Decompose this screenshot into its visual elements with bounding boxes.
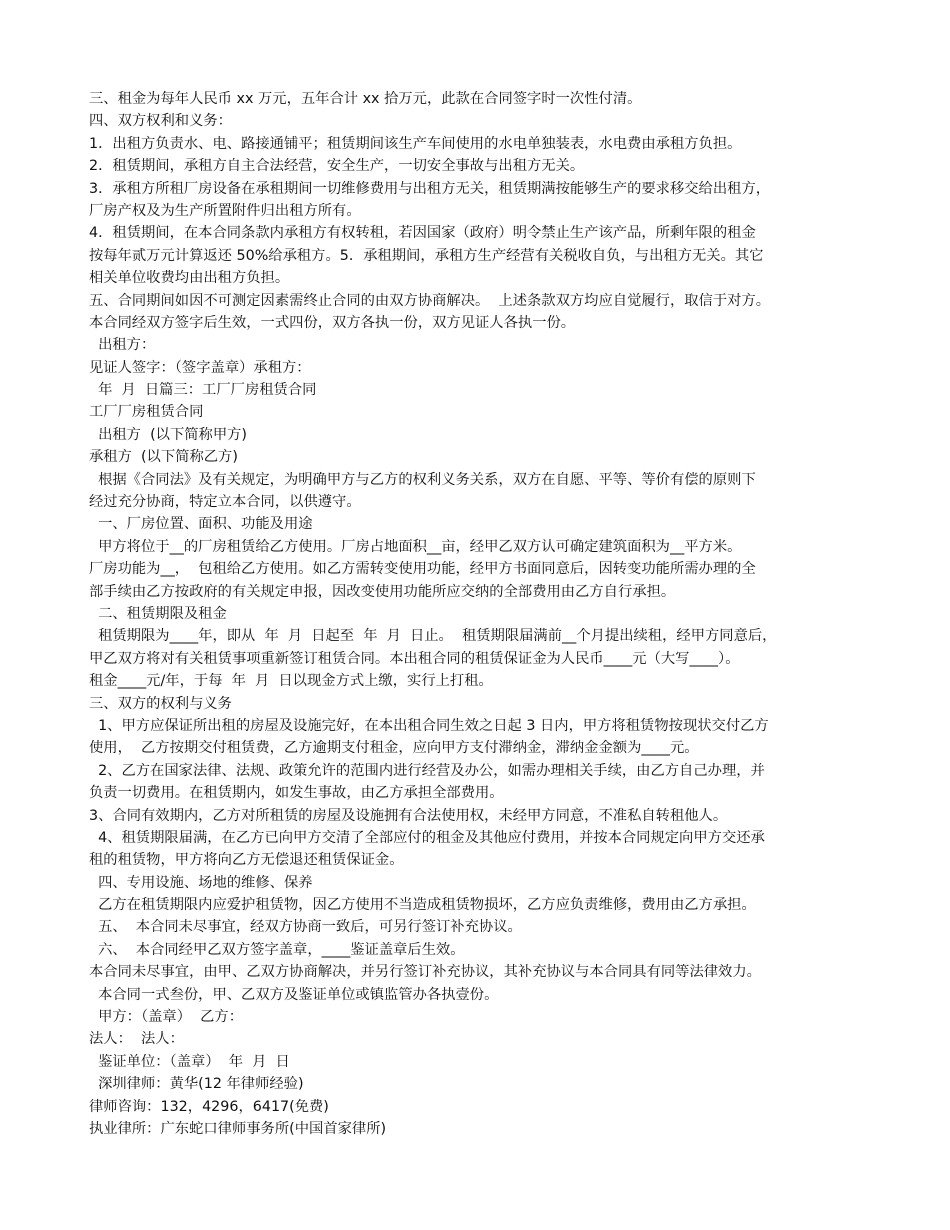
text-line: 4．租赁期间，在本合同条款内承租方有权转租，若因国家（政府）明令禁止生产该产品，所剩年限的租金: [89, 225, 756, 242]
text-line: 经过充分协商，特定立本合同，以供遵守。: [89, 494, 361, 511]
section-heading: 一、厂房位置、面积、功能及用途: [89, 516, 313, 533]
text-line: 负责一切费用。在租赁期内，如发生事故，由乙方承担全部费用。: [89, 785, 504, 802]
text-line: 本合同经双方签字后生效，一式四份，双方各执一份，双方见证人各执一份。: [89, 314, 576, 331]
text-line: 三、租金为每年人民币 xx 万元，五年合计 xx 拾万元，此款在合同签字时一次性付清。: [89, 91, 642, 107]
signature-line: 见证人签字：（签字盖章）承租方：: [89, 359, 311, 376]
text-line: 本合同一式叁份，甲、乙双方及鉴证单位或镇监管办各执壹份。: [89, 986, 499, 1003]
section-heading: 四、双方权利和义务：: [89, 113, 232, 130]
text-line: 六、 本合同经甲乙双方签字盖章，____鉴证盖章后生效。: [89, 941, 465, 958]
party-line: 承租方 (以下简称乙方): [89, 449, 238, 466]
text-line: 2、乙方在国家法律、法规、政策允许的范围内进行经营及办公，如需办理相关手续，由乙方自己办理，并: [89, 762, 765, 779]
text-line: 乙方在租赁期限内应爱护租赁物，因乙方使用不当造成租赁物损坏，乙方应负责维修，费用由乙方承担。: [89, 897, 756, 914]
text-line: 五、合同期间如因不可测定因素需终止合同的由双方协商解决。 上述条款双方均应自觉履行，取信于对方。: [89, 292, 771, 309]
document-body: [89, 88, 879, 1140]
text-line: 厂房功能为__， 包租给乙方使用。如乙方需转变使用功能，经甲方书面同意后，因转变功能所需办理的全: [89, 561, 756, 578]
section-heading: 二、租赁期限及租金: [89, 605, 227, 622]
signature-line: 甲方：（盖章） 乙方：: [89, 1009, 243, 1026]
signature-line: 法人： 法人：: [89, 1031, 184, 1048]
text-line: 3、合同有效期内，乙方对所租赁的房屋及设施拥有合法使用权，未经甲方同意，不准私自转租他人。: [89, 807, 728, 824]
text-line: 3．承租方所租厂房设备在承租期间一切维修费用与出租方无关，租赁期满按能够生产的要求移交给出租方，: [89, 180, 771, 197]
signature-line: 出租方：: [89, 337, 156, 354]
party-line: 出租方 (以下简称甲方): [89, 426, 248, 443]
text-line: 1、甲方应保证所出租的房屋及设施完好，在本出租合同生效之日起 3 日内，甲方将租赁物按现状交付乙方: [89, 717, 769, 734]
text-line: 相关单位收费均由出租方负担。: [89, 270, 290, 287]
text-line: 2．租赁期间，承租方自主合法经营，安全生产，一切安全事故与出租方无关。: [89, 158, 585, 175]
signature-line: 鉴证单位：（盖章） 年 月 日: [89, 1053, 290, 1070]
contract-title: 工厂厂房租赁合同: [89, 404, 204, 421]
text-line: 使用， 乙方按期交付租赁费，乙方逾期支付租金，应向甲方支付滞纳金，滞纳金金额为____元。: [89, 740, 699, 757]
text-line: 租赁期限为____年，即从 年 月 日起至 年 月 日止。 租赁期限届满前__个月提出续租，经甲方同意后，: [89, 628, 777, 645]
text-line: 部手续由乙方按政府的有关规定申报，因改变使用功能所应交纳的全部费用由乙方自行承担。: [89, 583, 676, 600]
text-line: 五、 本合同未尽事宜，经双方协商一致后，可另行签订补充协议。: [89, 919, 522, 936]
text-line: 4、租赁期限届满，在乙方已向甲方交清了全部应付的租金及其他应付费用，并按本合同规定向甲方交还承: [89, 829, 765, 846]
text-line: 租金____元/年，于每 年 月 日以现金方式上缴，实行上打租。: [89, 673, 493, 690]
footer-line: 深圳律师：黄华(12 年律师经验): [89, 1076, 304, 1093]
text-line: 厂房产权及为生产所置附件归出租方所有。: [89, 202, 361, 219]
text-line: 甲方将位于__的厂房租赁给乙方使用。厂房占地面积__亩，经甲乙双方认可确定建筑面积为__平方米。: [89, 538, 742, 555]
text-line: 租的租赁物，甲方将向乙方无偿退还租赁保证金。: [89, 852, 404, 869]
text-line: 1．出租方负责水、电、路接通铺平；租赁期间该生产车间使用的水电单独装表，水电费由承租方负担。: [89, 135, 742, 152]
section-heading: 三、双方的权利与义务: [89, 695, 232, 712]
text-line: 本合同未尽事宜，由甲、乙双方协商解决，并另行签订补充协议，其补充协议与本合同具有同等法律效力。: [89, 964, 761, 981]
text-line: 甲乙双方将对有关租赁事项重新签订租赁合同。本出租合同的租赁保证金为人民币____元（大写____）。: [89, 650, 740, 667]
footer-line: 律师咨询：132，4296，6417(免费): [89, 1098, 329, 1115]
text-line: 根据《合同法》及有关规定，为明确甲方与乙方的权利义务关系，双方在自愿、平等、等价有偿的原则下: [89, 471, 756, 488]
section-heading: 四、专用设施、场地的维修、保养: [89, 874, 313, 891]
footer-line: 执业律所：广东蛇口律师事务所(中国首家律所): [89, 1120, 387, 1137]
date-line: 年 月 日篇三：工厂厂房租赁合同: [89, 382, 317, 399]
text-line: 按每年贰万元计算返还 50%给承租方。5．承租期间，承租方生产经营有关税收自负，与出租方无关。其它: [89, 247, 764, 264]
